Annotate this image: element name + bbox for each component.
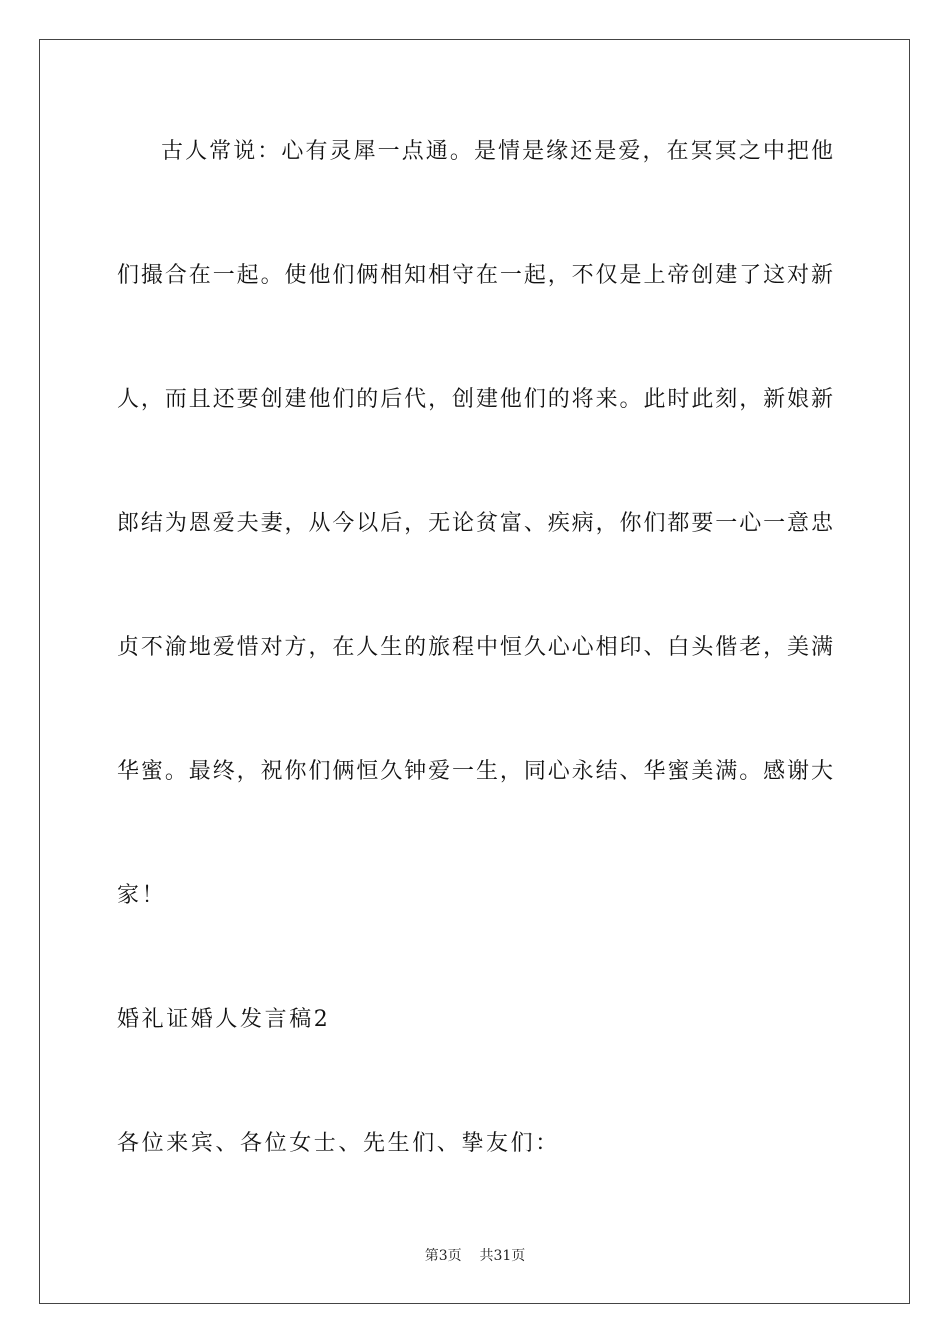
paragraph-line: 郎结为恩爱夫妻，从今以后，无论贫富、疾病，你们都要一心一意忠 xyxy=(117,511,833,536)
paragraph-line: 们撮合在一起。使他们俩相知相守在一起，不仅是上帝创建了这对新 xyxy=(117,263,833,288)
paragraph-line: 华蜜。最终，祝你们俩恒久钟爱一生，同心永结、华蜜美满。感谢大 xyxy=(117,759,833,784)
paragraph-line: 古人常说：心有灵犀一点通。是情是缘还是爱，在冥冥之中把他 xyxy=(161,139,833,164)
page-number-footer: 第3页 共31页 xyxy=(424,1248,526,1264)
paragraph-line: 人，而且还要创建他们的后代，创建他们的将来。此时此刻，新娘新 xyxy=(117,387,833,412)
salutation-line: 各位来宾、各位女士、先生们、挚友们： xyxy=(117,1131,560,1156)
section-heading: 婚礼证婚人发言稿2 xyxy=(117,1007,331,1032)
paragraph-line: 家！ xyxy=(117,883,167,908)
page-frame xyxy=(39,39,910,1304)
paragraph-line: 贞不渝地爱惜对方，在人生的旅程中恒久心心相印、白头偕老，美满 xyxy=(117,635,833,660)
